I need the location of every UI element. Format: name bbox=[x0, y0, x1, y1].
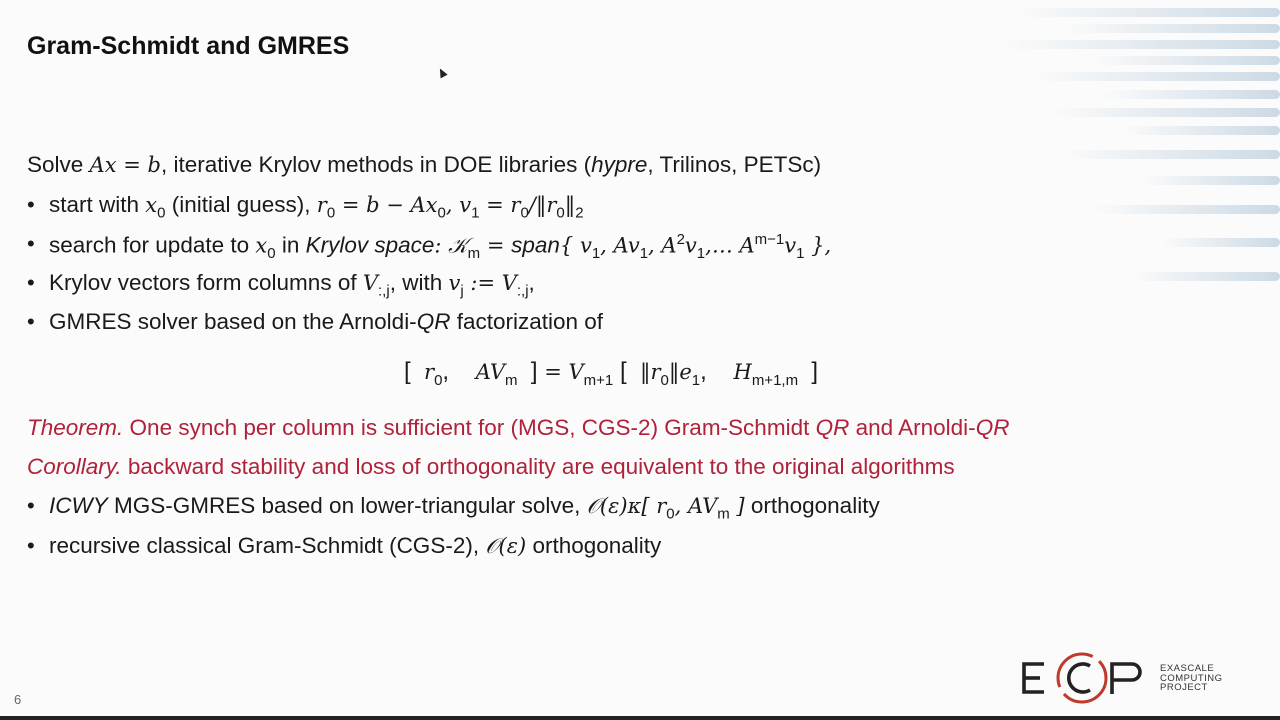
bullet-recursive-cgs: recursive classical Gram-Schmidt (CGS-2), 𝒪(ε) orthogonality bbox=[49, 533, 662, 558]
bullet-gmres-solver: GMRES solver based on the Arnoldi-QR factorization of bbox=[49, 309, 604, 334]
decorative-streak bbox=[1120, 126, 1280, 135]
bullet-icwy: ICWY MGS-GMRES based on lower-triangular solve, 𝒪(ε)κ[ $r_0$, $AV_m$ ] orthogonality bbox=[49, 493, 880, 523]
slide-title: Gram-Schmidt and GMRES bbox=[27, 32, 350, 60]
bottom-bar bbox=[0, 716, 1280, 720]
decorative-streak bbox=[1100, 90, 1280, 99]
decorative-streak bbox=[1060, 24, 1280, 33]
decorative-streak bbox=[1060, 150, 1280, 159]
decorative-streak bbox=[1130, 272, 1280, 281]
decorative-streak bbox=[1000, 40, 1280, 49]
decorative-streak bbox=[1030, 72, 1280, 81]
bullet-icon: • bbox=[27, 533, 35, 558]
decorative-streak bbox=[1050, 108, 1280, 117]
theorem-line: Theorem. One synch per column is sufficient for (MGS, CGS-2) Gram-Schmidt QR and Arnoldi-QR bbox=[27, 415, 1010, 440]
arnoldi-qr-equation: [ $r_0$, $AV_m$ ] = $V_{m+1}$ [ $‖r_0‖e_1$, $H_{m+1,m}$ ] bbox=[404, 358, 819, 389]
decorative-streak bbox=[1090, 205, 1280, 214]
corollary-line: Corollary. backward stability and loss of orthogonality are equivalent to the original algorithms bbox=[27, 454, 955, 479]
bullet-icon: • bbox=[27, 270, 35, 295]
bullet-start-with: start with $x_0$ (initial guess), $r_0 = b - Ax_0$, $v_1$ = $r_0/‖r_0‖_2$ bbox=[49, 192, 584, 222]
ecp-logo-text: EXASCALE COMPUTING PROJECT bbox=[1160, 663, 1223, 693]
mouse-cursor-icon bbox=[436, 67, 447, 79]
decorative-streak bbox=[1090, 56, 1280, 65]
bullet-krylov-space: search for update to $x_0$ in Krylov space: 𝒦$_m$ = span{ $v_1$, $Av_1$, $A^2v_1,\dots$ $A^{m-1}v_1$ }, bbox=[49, 231, 832, 262]
bullet-icon: • bbox=[27, 231, 35, 256]
page-number: 6 bbox=[14, 692, 22, 707]
decorative-streak bbox=[1010, 8, 1280, 17]
bullet-icon: • bbox=[27, 493, 35, 518]
ecp-logo bbox=[1020, 650, 1150, 706]
decorative-streak bbox=[1160, 238, 1280, 247]
bullet-icon: • bbox=[27, 309, 35, 334]
intro-line: Solve Ax = b, iterative Krylov methods in DOE libraries (hypre, Trilinos, PETSc) bbox=[27, 152, 822, 177]
decorative-streak bbox=[1140, 176, 1280, 185]
bullet-icon: • bbox=[27, 192, 35, 217]
bullet-krylov-vectors: Krylov vectors form columns of $V_{:,j}$, with $v_j$ := $V_{:,j}$, bbox=[49, 270, 535, 300]
